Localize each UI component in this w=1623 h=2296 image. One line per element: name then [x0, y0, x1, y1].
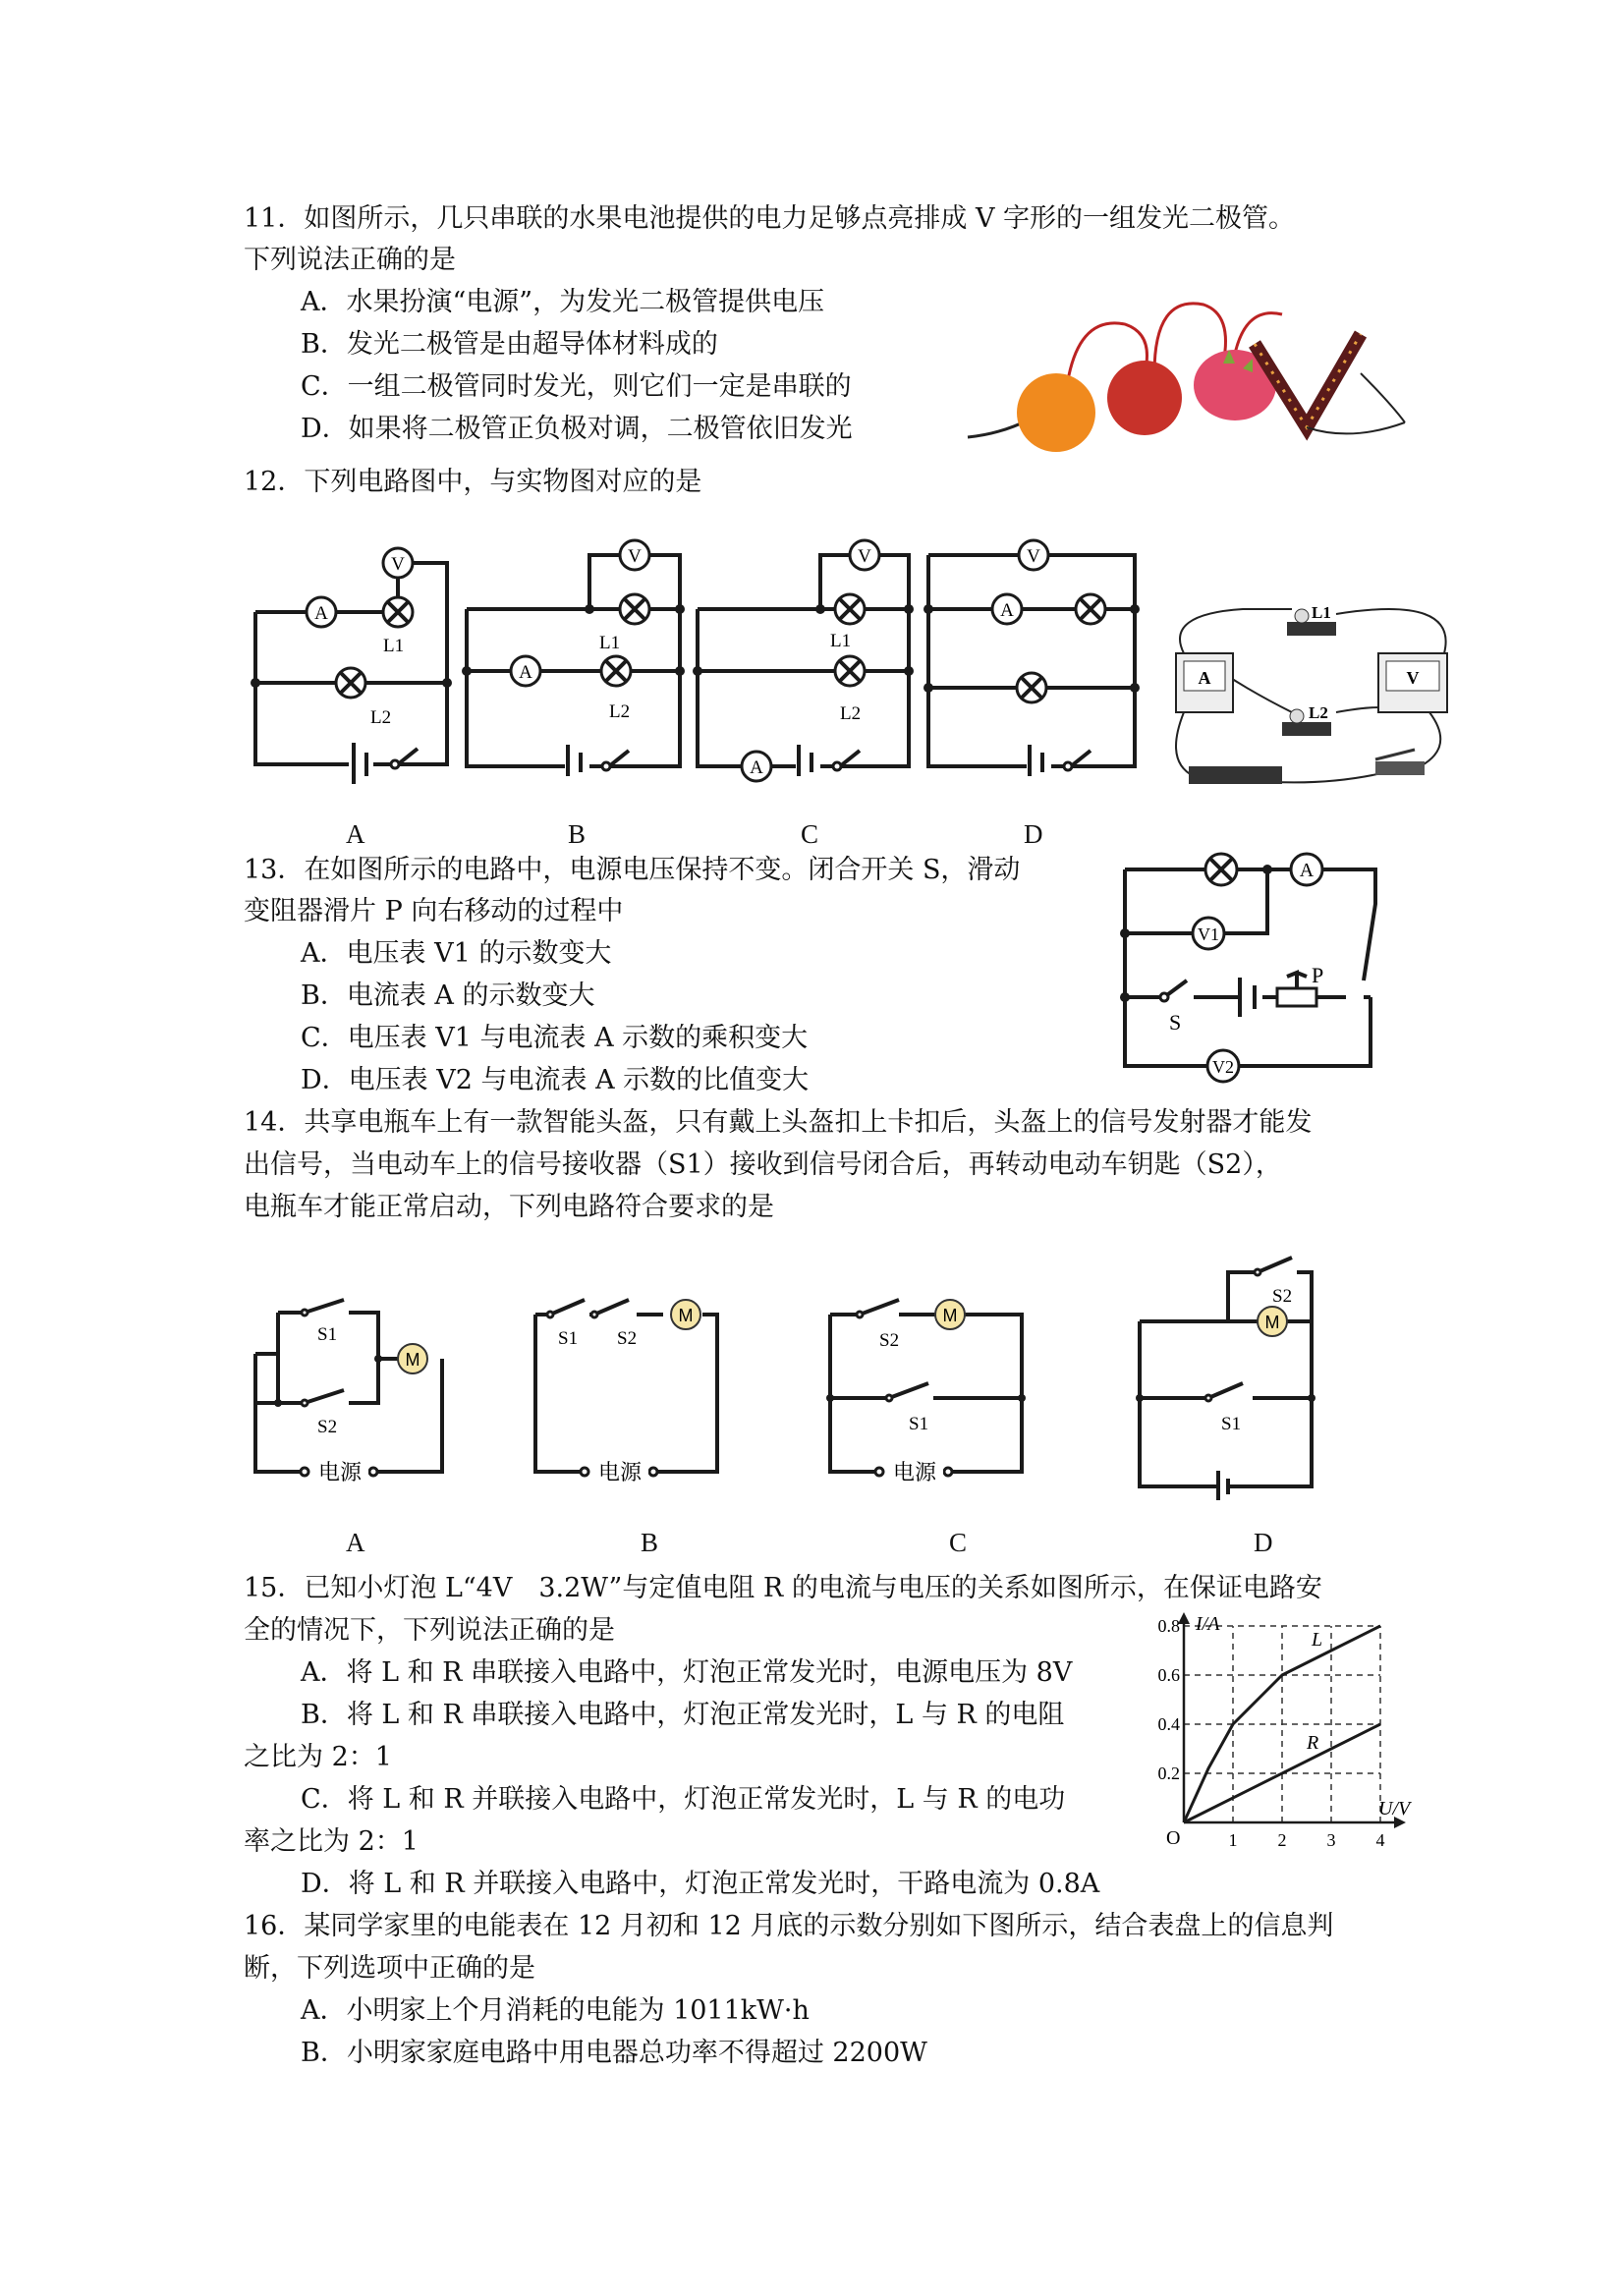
q13-v2-label: V2: [1212, 1057, 1234, 1077]
q13-slider-label: P: [1312, 963, 1324, 987]
q12-label-a: A: [346, 819, 365, 849]
q13-stem-line2: 变阻器滑片 P 向右移动的过程中: [244, 896, 624, 926]
q14-circuit-c: [825, 1295, 1032, 1491]
ammeter-a-label: A: [314, 603, 328, 624]
y-tick-label: 0.8: [1157, 1616, 1180, 1636]
q13-option-d: D．电压表 V2 与电流表 A 示数的比值变大: [301, 1065, 810, 1095]
q14-stem-line1: 14．共享电瓶车上有一款智能头盔，只有戴上头盔扣上卡扣后，头盔上的信号发射器才能发: [244, 1107, 1313, 1138]
q14b-source-label: 电源: [597, 1460, 643, 1484]
q14-label-b: B: [641, 1528, 659, 1557]
ammeter-d-label: A: [1000, 600, 1014, 621]
q16-option-a: A．小明家上个月消耗的电能为 1011kW·h: [301, 1995, 810, 2026]
series-label-l: L: [1312, 1629, 1323, 1651]
q12-label-d: D: [1024, 819, 1043, 849]
q13-circuit: [1120, 855, 1395, 1076]
q16-option-b: B．小明家家庭电路中用电器总功率不得超过 2200W: [301, 2038, 927, 2068]
q12-label-b: B: [568, 819, 587, 849]
q12-label-c: C: [801, 819, 819, 849]
y-tick-label: 0.4: [1157, 1714, 1180, 1734]
q15-option-a: A．将 L 和 R 串联接入电路中，灯泡正常发光时，电源电压为 8V: [301, 1657, 1073, 1688]
q16-stem-line2: 断，下列选项中正确的是: [244, 1953, 535, 1984]
x-tick-label: 3: [1326, 1830, 1336, 1850]
fruit-battery-photo: [958, 275, 1410, 462]
q14c-motor-label: M: [942, 1306, 958, 1325]
q14a-s1-label: S1: [317, 1324, 338, 1345]
q15-option-b-cont: 之比为 2：1: [244, 1742, 392, 1772]
q16-stem-line1: 16．某同学家里的电能表在 12 月初和 12 月底的示数分别如下图所示，结合表盘上的信息判: [244, 1911, 1334, 1941]
q15-option-c: C．将 L 和 R 并联接入电路中，灯泡正常发光时，L 与 R 的电功: [301, 1784, 1066, 1815]
iu-chart: [1154, 1606, 1420, 1862]
physical-voltmeter-label: V: [1406, 668, 1420, 688]
q14-circuit-a: [251, 1295, 457, 1491]
q15-stem-line1: 15．已知小灯泡 L“4V 3.2W”与定值电阻 R 的电流与电压的关系如图所示，在保证电路安: [244, 1573, 1322, 1603]
q11-option-a: A．水果扮演“电源”，为发光二极管提供电压: [301, 287, 825, 317]
ammeter-c-label: A: [750, 757, 763, 778]
y-tick-label: 0.6: [1157, 1665, 1180, 1685]
q14-circuit-d: [1135, 1253, 1331, 1498]
voltmeter-d-label: V: [1027, 546, 1040, 567]
voltmeter-c-label: V: [858, 546, 871, 567]
q15-option-d: D．将 L 和 R 并联接入电路中，灯泡正常发光时，干路电流为 0.8A: [301, 1869, 1100, 1899]
q13-option-c: C．电压表 V1 与电流表 A 示数的乘积变大: [301, 1023, 809, 1053]
l2-label-c: L2: [840, 703, 862, 724]
l1-label-b: L1: [599, 633, 621, 653]
y-axis-label: I/A: [1196, 1613, 1220, 1635]
q14b-s1-label: S1: [558, 1328, 579, 1349]
q14-stem-line3: 电瓶车才能正常启动，下列电路符合要求的是: [244, 1192, 774, 1222]
q13-switch-label: S: [1169, 1010, 1182, 1035]
q11-option-b: B．发光二极管是由超导体材料成的: [301, 329, 718, 360]
q14d-s1-label: S1: [1221, 1414, 1242, 1434]
q14-circuit-b: [531, 1295, 727, 1491]
q12-physical-circuit-photo: [1164, 594, 1469, 801]
q14-stem-line2: 出信号，当电动车上的信号接收器（S1）接收到信号闭合后，再转动电动车钥匙（S2），: [244, 1149, 1282, 1180]
q14c-s1-label: S1: [909, 1414, 929, 1434]
q11-stem-line1: 11．如图所示，几只串联的水果电池提供的电力足够点亮排成 V 字形的一组发光二极管。: [244, 203, 1296, 234]
q13-option-b: B．电流表 A 的示数变大: [301, 980, 595, 1011]
physical-l1-label: L1: [1312, 603, 1331, 622]
q14-label-d: D: [1254, 1528, 1273, 1557]
q12-circuit-c: [693, 531, 914, 786]
q14c-s2-label: S2: [879, 1330, 900, 1351]
physical-ammeter-label: A: [1198, 668, 1211, 688]
q14a-motor-label: M: [405, 1350, 420, 1370]
q13-stem-line1: 13．在如图所示的电路中，电源电压保持不变。闭合开关 S，滑动: [244, 855, 1021, 885]
q15-option-b: B．将 L 和 R 串联接入电路中，灯泡正常发光时，L 与 R 的电阻: [301, 1700, 1065, 1730]
l1-label-c: L1: [830, 631, 852, 651]
q12-circuit-b: [462, 531, 688, 776]
voltmeter-b-label: V: [628, 546, 642, 567]
q12-circuit-a: [251, 548, 457, 784]
q15-option-c-cont: 率之比为 2：1: [244, 1826, 419, 1857]
q11-stem-line2: 下列说法正确的是: [244, 245, 456, 275]
y-tick-label: 0.2: [1157, 1764, 1180, 1783]
q11-option-d: D．如果将二极管正负极对调，二极管依旧发光: [301, 414, 853, 444]
q14-label-c: C: [949, 1528, 968, 1557]
ammeter-b-label: A: [519, 662, 532, 683]
q14b-s2-label: S2: [617, 1328, 638, 1349]
q12-circuit-d: [923, 535, 1140, 781]
x-tick-label: 1: [1228, 1830, 1238, 1850]
voltmeter-a-label: V: [391, 554, 405, 575]
q14c-source-label: 电源: [892, 1460, 937, 1484]
x-tick-label: 4: [1375, 1830, 1385, 1850]
l2-label-b: L2: [609, 701, 631, 722]
q14-label-a: A: [346, 1528, 365, 1557]
origin-label: O: [1166, 1827, 1181, 1849]
q13-ammeter-label: A: [1299, 860, 1315, 881]
q13-v1-label: V1: [1198, 924, 1219, 944]
q13-option-a: A．电压表 V1 的示数变大: [301, 938, 612, 969]
q14d-motor-label: M: [1264, 1313, 1280, 1332]
q11-option-c: C．一组二极管同时发光，则它们一定是串联的: [301, 371, 852, 402]
l1-label: L1: [383, 636, 405, 656]
q14a-s2-label: S2: [317, 1417, 338, 1437]
chart-grid: [1184, 1626, 1380, 1822]
q15-stem-line2: 全的情况下，下列说法正确的是: [244, 1615, 615, 1646]
physical-l2-label: L2: [1309, 703, 1328, 722]
q12-stem: 12．下列电路图中，与实物图对应的是: [244, 467, 702, 497]
q14b-motor-label: M: [678, 1306, 694, 1325]
l2-label: L2: [370, 707, 392, 728]
q14a-source-label: 电源: [317, 1460, 363, 1484]
q14d-s2-label: S2: [1272, 1286, 1293, 1307]
x-tick-label: 2: [1277, 1830, 1287, 1850]
x-axis-label: U/V: [1378, 1798, 1411, 1820]
series-label-r: R: [1307, 1732, 1319, 1754]
